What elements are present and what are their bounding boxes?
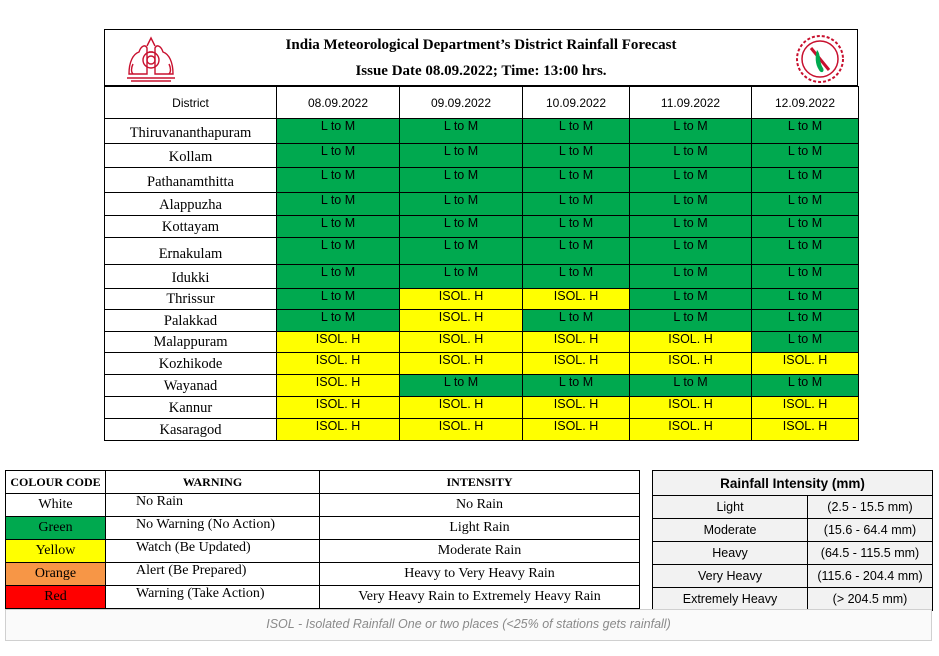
forecast-cell: L to M xyxy=(752,216,859,238)
forecast-cell: L to M xyxy=(523,168,630,193)
forecast-cell: ISOL. H xyxy=(630,332,752,353)
forecast-cell: L to M xyxy=(400,168,523,193)
table-row xyxy=(105,193,859,216)
warning-text: Alert (Be Prepared) xyxy=(106,563,320,586)
isol-footnote: ISOL - Isolated Rainfall One or two places (<25% of stations gets rainfall) xyxy=(266,617,671,631)
district-header: District xyxy=(105,87,277,119)
issue-date: Issue Date 08.09.2022; Time: 13:00 hrs. xyxy=(355,63,607,79)
colour-code-legend xyxy=(5,470,640,609)
intensity-range: (> 204.5 mm) xyxy=(808,588,933,611)
forecast-cell: ISOL. H xyxy=(523,289,630,310)
intensity-row xyxy=(653,565,933,588)
table-row xyxy=(105,397,859,419)
forecast-cell: ISOL. H xyxy=(277,332,400,353)
forecast-cell: L to M xyxy=(752,144,859,168)
forecast-cell: ISOL. H xyxy=(752,397,859,419)
colour-code-swatch: Yellow xyxy=(6,540,106,563)
forecast-cell: L to M xyxy=(277,310,400,332)
legend-row xyxy=(6,494,640,517)
district-name: Kannur xyxy=(105,397,277,419)
forecast-cell: L to M xyxy=(630,119,752,144)
footnote-box xyxy=(5,609,932,641)
intensity-title-row xyxy=(653,471,933,496)
forecast-cell: ISOL. H xyxy=(277,353,400,375)
date-header: 08.09.2022 xyxy=(277,87,400,119)
warning-text: Warning (Take Action) xyxy=(106,586,320,609)
intensity-text: Moderate Rain xyxy=(320,540,640,563)
warning-text: Watch (Be Updated) xyxy=(106,540,320,563)
district-name: Thiruvananthapuram xyxy=(105,119,277,144)
table-row xyxy=(105,332,859,353)
forecast-cell: ISOL. H xyxy=(277,375,400,397)
forecast-cell: L to M xyxy=(400,216,523,238)
intensity-row xyxy=(653,542,933,565)
district-name: Palakkad xyxy=(105,310,277,332)
forecast-cell: L to M xyxy=(523,265,630,289)
forecast-cell: L to M xyxy=(752,265,859,289)
forecast-cell: L to M xyxy=(752,119,859,144)
legend-row xyxy=(6,563,640,586)
district-name: Thrissur xyxy=(105,289,277,310)
table-row xyxy=(105,353,859,375)
intensity-label: Extremely Heavy xyxy=(653,588,808,611)
date-header: 12.09.2022 xyxy=(752,87,859,119)
legend-row xyxy=(6,517,640,540)
warning-header: WARNING xyxy=(106,471,320,494)
table-row xyxy=(105,119,859,144)
forecast-cell: L to M xyxy=(523,193,630,216)
intensity-row xyxy=(653,496,933,519)
forecast-cell: L to M xyxy=(277,265,400,289)
forecast-cell: L to M xyxy=(752,310,859,332)
forecast-cell: L to M xyxy=(752,375,859,397)
table-row xyxy=(105,289,859,310)
forecast-cell: L to M xyxy=(277,193,400,216)
intensity-label: Very Heavy xyxy=(653,565,808,588)
forecast-cell: L to M xyxy=(400,193,523,216)
forecast-cell: L to M xyxy=(523,119,630,144)
imd-logo-icon xyxy=(795,34,845,84)
forecast-cell: ISOL. H xyxy=(630,419,752,441)
forecast-cell: L to M xyxy=(277,144,400,168)
rainfall-intensity-table xyxy=(652,470,933,611)
intensity-text: Light Rain xyxy=(320,517,640,540)
intensity-range: (64.5 - 115.5 mm) xyxy=(808,542,933,565)
forecast-cell: L to M xyxy=(277,168,400,193)
table-row xyxy=(105,168,859,193)
forecast-cell: L to M xyxy=(630,216,752,238)
district-name: Wayanad xyxy=(105,375,277,397)
forecast-cell: L to M xyxy=(277,238,400,265)
forecast-cell: L to M xyxy=(630,168,752,193)
forecast-cell: L to M xyxy=(630,375,752,397)
forecast-cell: ISOL. H xyxy=(400,419,523,441)
district-name: Kollam xyxy=(105,144,277,168)
forecast-cell: ISOL. H xyxy=(523,397,630,419)
table-row xyxy=(105,144,859,168)
table-row xyxy=(105,265,859,289)
forecast-cell: L to M xyxy=(400,375,523,397)
intensity-text: Very Heavy Rain to Extremely Heavy Rain xyxy=(320,586,640,609)
forecast-cell: L to M xyxy=(277,289,400,310)
forecast-cell: ISOL. H xyxy=(523,332,630,353)
intensity-label: Moderate xyxy=(653,519,808,542)
district-name: Pathanamthitta xyxy=(105,168,277,193)
forecast-title: India Meteorological Department’s District Rainfall Forecast xyxy=(285,37,677,53)
intensity-row xyxy=(653,588,933,611)
intensity-text: Heavy to Very Heavy Rain xyxy=(320,563,640,586)
forecast-cell: L to M xyxy=(523,238,630,265)
district-name: Ernakulam xyxy=(105,238,277,265)
table-row xyxy=(105,375,859,397)
forecast-cell: L to M xyxy=(400,119,523,144)
forecast-table xyxy=(104,86,859,441)
forecast-cell: L to M xyxy=(630,193,752,216)
date-header: 11.09.2022 xyxy=(630,87,752,119)
district-name: Malappuram xyxy=(105,332,277,353)
date-header: 09.09.2022 xyxy=(400,87,523,119)
colour-code-swatch: Red xyxy=(6,586,106,609)
colour-code-swatch: Orange xyxy=(6,563,106,586)
table-row xyxy=(105,419,859,441)
warning-text: No Warning (No Action) xyxy=(106,517,320,540)
intensity-label: Light xyxy=(653,496,808,519)
forecast-cell: ISOL. H xyxy=(400,289,523,310)
forecast-cell: L to M xyxy=(400,265,523,289)
forecast-cell: L to M xyxy=(523,144,630,168)
table-row xyxy=(105,238,859,265)
colour-code-swatch: White xyxy=(6,494,106,517)
forecast-header-row xyxy=(105,87,859,119)
forecast-cell: ISOL. H xyxy=(752,353,859,375)
forecast-cell: ISOL. H xyxy=(523,419,630,441)
date-header: 10.09.2022 xyxy=(523,87,630,119)
intensity-row xyxy=(653,519,933,542)
forecast-cell: L to M xyxy=(630,289,752,310)
forecast-cell: ISOL. H xyxy=(400,332,523,353)
forecast-cell: ISOL. H xyxy=(277,397,400,419)
intensity-range: (15.6 - 64.4 mm) xyxy=(808,519,933,542)
forecast-cell: ISOL. H xyxy=(630,353,752,375)
forecast-cell: ISOL. H xyxy=(400,310,523,332)
forecast-cell: ISOL. H xyxy=(400,353,523,375)
district-name: Kottayam xyxy=(105,216,277,238)
colour-code-header: COLOUR CODE xyxy=(6,471,106,494)
district-name: Kozhikode xyxy=(105,353,277,375)
forecast-cell: L to M xyxy=(630,265,752,289)
colour-code-swatch: Green xyxy=(6,517,106,540)
forecast-cell: L to M xyxy=(752,289,859,310)
forecast-cell: L to M xyxy=(752,193,859,216)
forecast-cell: L to M xyxy=(523,216,630,238)
intensity-text: No Rain xyxy=(320,494,640,517)
intensity-label: Heavy xyxy=(653,542,808,565)
forecast-cell: L to M xyxy=(752,168,859,193)
forecast-cell: L to M xyxy=(630,238,752,265)
forecast-cell: L to M xyxy=(752,332,859,353)
legend-header-row xyxy=(6,471,640,494)
intensity-header: INTENSITY xyxy=(320,471,640,494)
warning-text: No Rain xyxy=(106,494,320,517)
forecast-cell: L to M xyxy=(277,216,400,238)
table-row xyxy=(105,310,859,332)
forecast-cell: ISOL. H xyxy=(523,353,630,375)
intensity-range: (115.6 - 204.4 mm) xyxy=(808,565,933,588)
forecast-cell: L to M xyxy=(752,238,859,265)
intensity-title: Rainfall Intensity (mm) xyxy=(653,471,933,496)
forecast-cell: L to M xyxy=(630,144,752,168)
forecast-cell: L to M xyxy=(523,310,630,332)
intensity-range: (2.5 - 15.5 mm) xyxy=(808,496,933,519)
district-name: Idukki xyxy=(105,265,277,289)
district-name: Alappuzha xyxy=(105,193,277,216)
table-row xyxy=(105,216,859,238)
forecast-cell: L to M xyxy=(400,144,523,168)
forecast-cell: ISOL. H xyxy=(752,419,859,441)
forecast-cell: L to M xyxy=(630,310,752,332)
district-name: Kasaragod xyxy=(105,419,277,441)
forecast-header xyxy=(104,29,858,86)
forecast-cell: L to M xyxy=(400,238,523,265)
forecast-cell: L to M xyxy=(277,119,400,144)
legend-row xyxy=(6,540,640,563)
forecast-cell: ISOL. H xyxy=(630,397,752,419)
forecast-cell: ISOL. H xyxy=(277,419,400,441)
forecast-cell: L to M xyxy=(523,375,630,397)
forecast-cell: ISOL. H xyxy=(400,397,523,419)
legend-row xyxy=(6,586,640,609)
